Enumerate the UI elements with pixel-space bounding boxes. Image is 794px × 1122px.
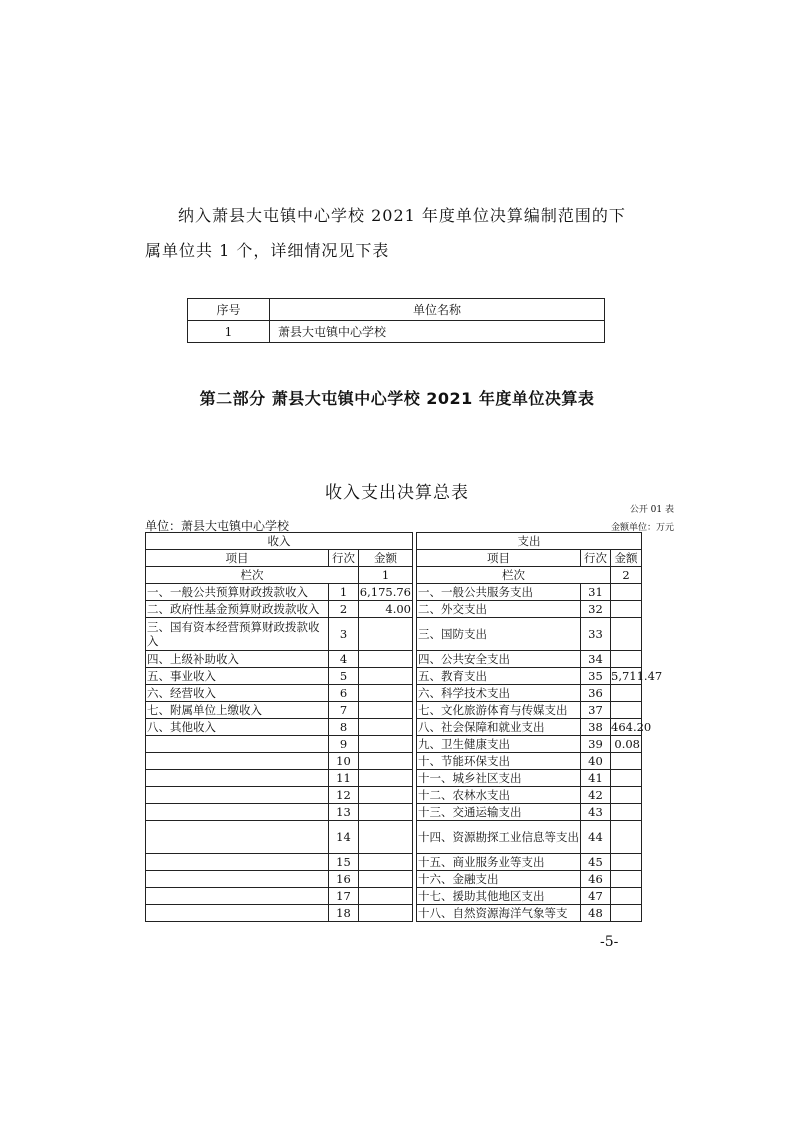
income-row-number: 12 [329,787,359,804]
expense-row-number: 37 [581,702,611,719]
income-row-number: 1 [329,584,359,601]
income-expense-table [145,532,663,922]
income-row-number: 13 [329,804,359,821]
expense-amount [611,821,642,854]
expense-amount [611,753,642,770]
expense-row-number: 35 [581,668,611,685]
income-item [146,888,329,905]
income-amount [359,702,413,719]
income-row-number: 9 [329,736,359,753]
income-row-number: 16 [329,871,359,888]
income-amount [359,668,413,685]
income-amount [359,651,413,668]
expense-amount: 5,711.47 [611,668,663,683]
income-amount [359,905,413,922]
header-unit-name: 单位名称 [270,299,605,321]
table-row [146,601,642,618]
income-item: 六、经营收入 [146,685,329,702]
intro-line-1: 纳入萧县大屯镇中心学校 2021 年度单位决算编制范围的下 [178,206,626,225]
table-row [146,871,642,888]
section-header-row [146,533,642,550]
expense-amount [611,770,642,787]
income-item: 一、一般公共预算财政拨款收入 [146,584,329,601]
expense-row-number: 39 [581,736,611,753]
expense-row-number: 40 [581,753,611,770]
table-row [146,753,642,770]
income-amount [359,854,413,871]
expense-amount [611,905,642,922]
income-amount [359,753,413,770]
expense-item-header: 项目 [417,550,581,567]
expense-item: 十、节能环保支出 [417,753,581,770]
expense-item: 四、公共安全支出 [417,651,581,668]
table-row [146,618,642,651]
income-amount [359,888,413,905]
income-row-number: 8 [329,719,359,736]
table-row [146,821,642,854]
income-item [146,854,329,871]
expense-row-number: 38 [581,719,611,736]
expense-row-number: 36 [581,685,611,702]
income-amount: 4.00 [359,601,413,618]
expense-row-number: 32 [581,601,611,618]
income-item [146,787,329,804]
income-item: 三、国有资本经营预算财政拨款收入 [146,618,329,651]
expense-amount-header: 金额 [611,550,642,567]
expense-item: 七、文化旅游体育与传媒支出 [417,702,581,719]
expense-item: 十三、交通运输支出 [417,804,581,821]
column-header-row [146,550,642,567]
expense-row-number: 42 [581,787,611,804]
income-item [146,871,329,888]
income-item-header: 项目 [146,550,329,567]
income-amount [359,719,413,736]
amount-unit: 金额单位：万元 [610,523,674,533]
income-row-number: 15 [329,854,359,871]
expense-amount [611,702,642,719]
income-row-number: 11 [329,770,359,787]
income-row-number: 14 [329,821,359,854]
expense-amount [611,854,642,871]
expense-header: 支出 [417,533,642,550]
expense-amount [611,618,642,651]
income-row-number: 17 [329,888,359,905]
income-row-number: 7 [329,702,359,719]
income-item: 四、上级补助收入 [146,651,329,668]
expense-row-number: 44 [581,821,611,854]
expense-item: 二、外交支出 [417,601,581,618]
expense-column-number: 2 [611,567,642,584]
income-item: 二、政府性基金预算财政拨款收入 [146,601,329,618]
part-title: 第二部分 萧县大屯镇中心学校 2021 年度单位决算表 [199,389,595,408]
table-row [146,787,642,804]
income-row-number: 6 [329,685,359,702]
table-row [146,736,642,753]
income-amount [359,685,413,702]
table-row [146,719,642,736]
unit-table-header [188,299,605,321]
income-row-number: 2 [329,601,359,618]
report-title: 收入支出决算总表 [325,483,469,503]
expense-row-number: 33 [581,618,611,651]
income-amount [359,804,413,821]
expense-row-number: 31 [581,584,611,601]
expense-item: 十一、城乡社区支出 [417,770,581,787]
expense-item: 十八、自然资源海洋气象等支 [417,905,581,922]
table-row [146,854,642,871]
expense-amount [611,584,642,601]
income-item [146,753,329,770]
expense-row-number: 34 [581,651,611,668]
expense-amount [611,601,642,618]
expense-item: 八、社会保障和就业支出 [417,719,581,736]
income-row-header: 行次 [329,550,359,567]
income-amount [359,821,413,854]
expense-amount [611,871,642,888]
table-row [146,905,642,922]
reporting-unit: 单位：萧县大屯镇中心学校 [145,519,290,533]
expense-item: 十二、农林水支出 [417,787,581,804]
income-amount [359,770,413,787]
expense-row-number: 48 [581,905,611,922]
expense-item: 六、科学技术支出 [417,685,581,702]
intro-line-2: 属单位共 1 个，详细情况见下表 [145,241,390,260]
table-row [146,804,642,821]
table-row [146,668,642,685]
expense-row-number: 47 [581,888,611,905]
expense-row-number: 46 [581,871,611,888]
page-number: -5- [600,934,619,950]
expense-column-label: 栏次 [417,567,611,584]
income-item [146,804,329,821]
income-header: 收入 [146,533,413,550]
income-amount [359,736,413,753]
income-item: 七、附属单位上缴收入 [146,702,329,719]
table-row [146,770,642,787]
expense-item: 十六、金融支出 [417,871,581,888]
expense-item: 十四、资源勘探工业信息等支出 [417,821,581,854]
income-column-number: 1 [359,567,413,584]
income-item [146,736,329,753]
header-seq: 序号 [188,299,270,321]
form-number: 公开 01 表 [629,505,674,515]
income-item: 八、其他收入 [146,719,329,736]
income-row-number: 10 [329,753,359,770]
table-row [146,651,642,668]
income-item [146,821,329,854]
income-row-number: 5 [329,668,359,685]
income-row-number: 18 [329,905,359,922]
income-row-number: 4 [329,651,359,668]
column-number-row [146,567,642,584]
expense-item: 十五、商业服务业等支出 [417,854,581,871]
income-item [146,905,329,922]
expense-amount [611,651,642,668]
expense-item: 一、一般公共服务支出 [417,584,581,601]
expense-row-number: 45 [581,854,611,871]
table-row [146,888,642,905]
income-amount: 6,175.76 [359,584,411,599]
expense-amount: 0.08 [611,736,642,753]
expense-item: 九、卫生健康支出 [417,736,581,753]
expense-item: 三、国防支出 [417,618,581,651]
table-row [146,685,642,702]
expense-amount [611,685,642,702]
unit-table-row [188,321,605,343]
table-row [146,584,642,601]
expense-amount: 464.20 [611,719,652,734]
income-amount-header: 金额 [359,550,413,567]
expense-row-number: 43 [581,804,611,821]
income-amount [359,787,413,804]
income-item [146,770,329,787]
unit-scope-table [187,298,605,343]
expense-amount [611,787,642,804]
income-amount [359,618,413,651]
expense-amount [611,804,642,821]
income-amount [359,871,413,888]
table-row [146,702,642,719]
unit-name: 萧县大屯镇中心学校 [270,321,605,343]
expense-row-number: 41 [581,770,611,787]
unit-seq: 1 [188,321,270,343]
expense-row-header: 行次 [581,550,611,567]
income-row-number: 3 [329,618,359,651]
income-column-label: 栏次 [146,567,359,584]
expense-amount [611,888,642,905]
expense-item: 十七、援助其他地区支出 [417,888,581,905]
income-item: 五、事业收入 [146,668,329,685]
expense-item: 五、教育支出 [417,668,581,685]
